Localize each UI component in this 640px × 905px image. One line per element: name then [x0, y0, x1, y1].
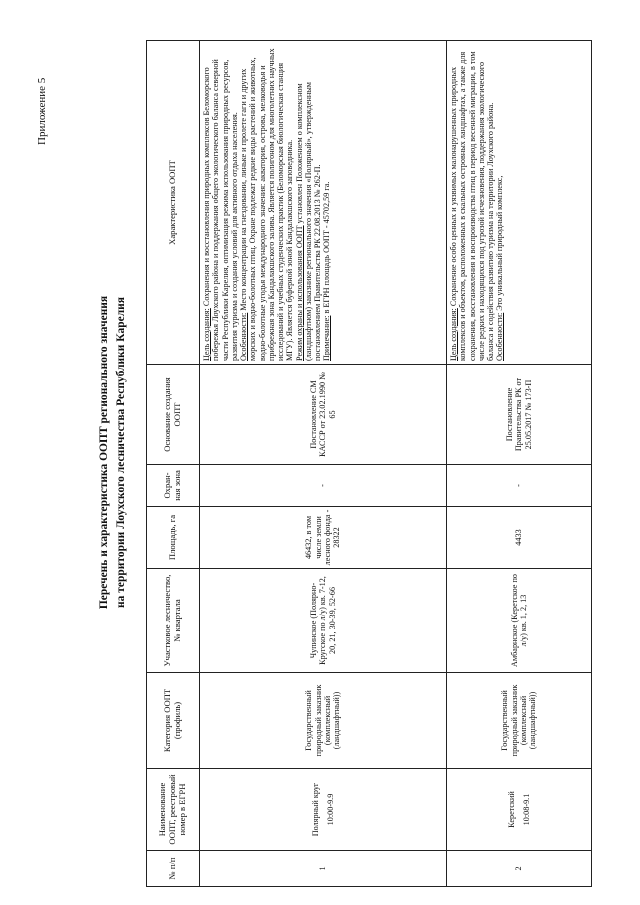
table-row — [447, 41, 592, 887]
goal-text: Сохранение особо ценных и уязвимых малонарушенных природных комплексов и объектов, расположенных в скальных островных ландшафтах, а также для сохранения, восстановления и воспроизводства птиц в период весенней миграции, в том числе редких и находящихся под угрозой исчезновения, поддержания экологического баланса и содействия развитию туризма на территории Лоухского района. — [449, 51, 496, 361]
goal-paragraph — [449, 44, 495, 361]
goal-label: Цель создания: — [449, 308, 458, 361]
document-title-line2: на территории Лоухского лесничества Республики Карелия — [115, 296, 127, 609]
row-forestry: Чупинское (Полярно-Кругское по л/у) кв. 7-12, 20, 21, 30-39, 52-66 — [200, 569, 447, 673]
table-row — [200, 41, 447, 887]
row-name-cell — [447, 769, 592, 851]
header-area: Площадь, га — [147, 507, 200, 569]
row-basis: Постановление СМ КАССР от 23.02.1990 № 65 — [200, 365, 447, 465]
row-num: 1 — [200, 851, 447, 887]
header-name: Наименование ООПТ, реестровый номер в ЕГРН — [147, 769, 200, 851]
row-area: 4433 — [447, 507, 592, 569]
row-forestry: Амбарнское (Керетское по л/у) кв. 1, 2, 13 — [447, 569, 592, 673]
regime-text: установлен Положением о комплексном (ландшафтном) заказнике регионального значения «Полярный», утвержденным постановлением Правительства РК 22.08.2013 № 262-П. — [294, 82, 323, 361]
row-basis: Постановление Правительства РК от 25.05.2017 № 173-П — [447, 365, 592, 465]
header-forestry: Участковое лесничество, № квартала — [147, 569, 200, 673]
document-title-line1: Перечень и характеристика ООПТ регионального значения — [98, 295, 110, 610]
header-num: № п/п — [147, 851, 200, 887]
row-zone: - — [200, 465, 447, 507]
header-zone: Охран-ная зона — [147, 465, 200, 507]
row-category: Государственный природный заказник (комплексный (ландшафтный)) — [200, 673, 447, 769]
feature-paragraph — [239, 44, 295, 361]
goal-label: Цель создания: — [202, 308, 211, 361]
goal-paragraph — [202, 44, 239, 361]
row-area: 46432, в том числе земли лесного фонда - 28322 — [200, 507, 447, 569]
row-category: Государственный природный заказник (комплексный (ландшафтный)) — [447, 673, 592, 769]
feature-paragraph — [495, 44, 504, 361]
goal-text: Сохранения и восстановления природных комплексов Беломорского побережья Лоухского района и поддержания общего экологического баланса северной части Республики Карелия, оптимизация режима использования природных ресурсов, развития туризма и создания условий для активного отдыха населения. — [202, 59, 239, 361]
feature-label: Особенности: — [495, 312, 505, 361]
header-basis: Основание создания ООПТ — [147, 365, 200, 465]
appendix-label: Приложение 5 — [36, 77, 48, 145]
row-zone: - — [447, 465, 592, 507]
table-header-row — [147, 41, 200, 887]
feature-label: Особенности: — [239, 312, 249, 361]
regime-paragraph — [295, 44, 323, 361]
row-characteristics — [200, 41, 447, 365]
feature-text: Место концентрации на гнездовании, линьке и пролете гаги и других морских и водно-болотных птиц. Охране подлежат редкие виды растений и животных, водно-болотные угодья международного значения: акватория, острова, мелководья и прибрежная зона Кандалакшского залива. Является полигоном для многолетних научных исследований и учебных студенческих практик (Беломорская биологическая станция МГУ). Является буферной зоной Кандалакшского заповедника. — [239, 48, 295, 361]
note-text: в ЕГРН площадь ООПТ - 45702,59 га. — [322, 181, 332, 316]
oopt-table — [146, 40, 592, 887]
row-num: 2 — [447, 851, 592, 887]
note-paragraph — [322, 44, 331, 361]
row-name-cell — [200, 769, 447, 851]
feature-text: Это уникальный природный комплекс, — [495, 175, 505, 313]
note-label: Примечание: — [322, 315, 332, 361]
header-category: Категория ООПТ (профиль) — [147, 673, 200, 769]
row-name: Керетский — [506, 791, 516, 828]
row-name: Полярный круг — [310, 782, 320, 837]
row-registry-number: 10:08-9.1 — [522, 793, 531, 826]
header-characteristics: Характеристика ООПТ — [147, 41, 200, 365]
regime-label: Режим охраны и использования ООПТ — [294, 225, 304, 361]
row-registry-number: 10:00-9.9 — [326, 793, 335, 826]
row-characteristics — [447, 41, 592, 365]
